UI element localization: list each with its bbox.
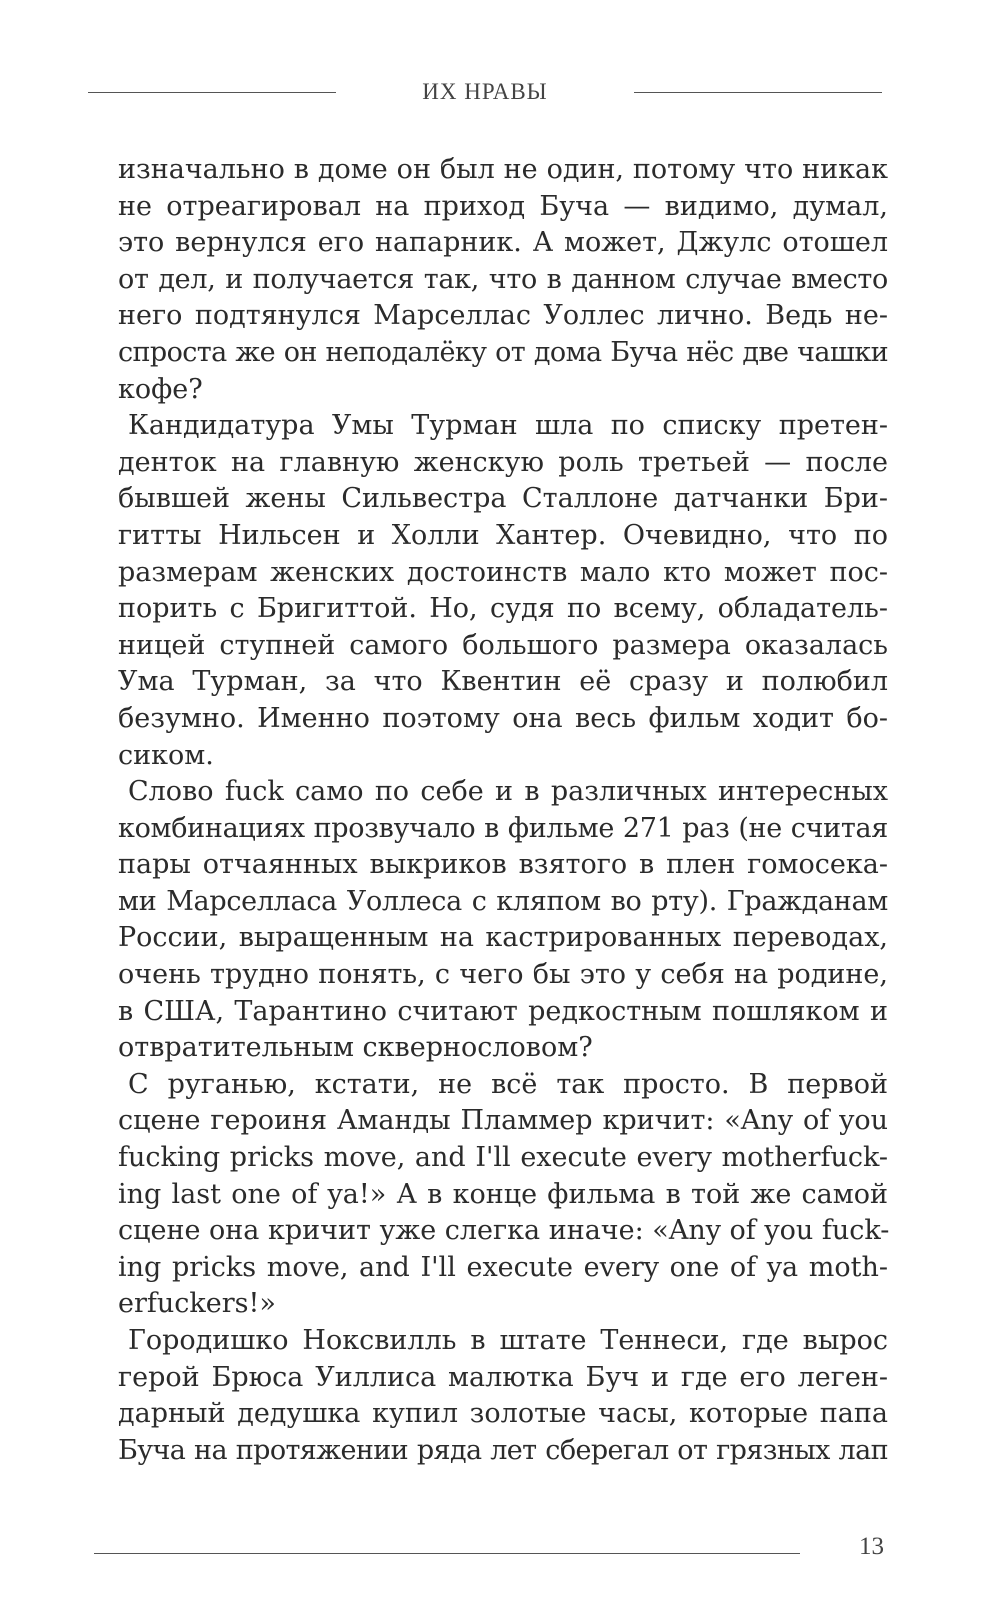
text-line: fucking pricks move, and I'll execute every motherfuck-: [118, 1142, 888, 1174]
text-line: очень трудно понять, с чего бы это у себя на родине,: [118, 959, 888, 991]
text-line: ing last one of ya!» А в конце фильма в той же самой: [118, 1178, 888, 1210]
text-line: сцене она кричит уже слегка иначе: «Any of you fuck-: [118, 1215, 890, 1247]
running-header: [88, 72, 882, 112]
text-line: сиком.: [118, 739, 214, 771]
page-number: 13: [859, 1533, 884, 1560]
text-line: Кандидатура Умы Турман шла по списку претен-: [128, 410, 888, 442]
body-text: [118, 152, 888, 1469]
text-line: безумно. Именно поэтому она весь фильм ходит бо-: [118, 702, 888, 734]
text-line: спроста же он неподалёку от дома Буча нёс две чашки: [118, 336, 888, 368]
text-line: пары отчаянных выкриков взятого в плен гомосека-: [118, 849, 888, 881]
text-line: порить с Бригиттой. Но, судя по всему, обладатель-: [118, 593, 888, 625]
text-line: России, выращенным на кастрированных переводах,: [118, 922, 888, 954]
text-line: это вернулся его напарник. А может, Джулс отошел: [118, 227, 888, 259]
text-line: бывшей жены Сильвестра Сталлоне датчанки Бри-: [118, 483, 888, 515]
text-line: Городишко Ноксвилль в штате Теннеси, где вырос: [128, 1325, 888, 1356]
header-rule-left: [88, 92, 336, 93]
text-line: Ума Турман, за что Квентин её сразу и полюбил: [118, 666, 888, 698]
text-line: герой Брюса Уиллиса малютка Буч и где его леген-: [118, 1361, 888, 1393]
text-line: erfuckers!»: [118, 1288, 276, 1320]
header-rule-right: [634, 92, 882, 93]
text-line: от дел, и получается так, что в данном случае вместо: [118, 263, 888, 295]
text-line: отвратительным сквернословом?: [118, 1032, 593, 1064]
text-line: ницей ступней самого большого размера оказалась: [118, 629, 888, 661]
text-line: Буча на протяжении ряда лет сберегал от грязных лап: [118, 1434, 888, 1466]
text-line: С руганью, кстати, не всё так просто. В первой: [128, 1068, 888, 1100]
text-line: ми Марселласа Уоллеса с кляпом во рту). Гражданам: [118, 885, 888, 917]
text-line: гитты Нильсен и Холли Хантер. Очевидно, что по: [118, 519, 888, 551]
text-line: ing pricks move, and I'll execute every one of ya moth-: [118, 1251, 888, 1283]
page-footer: [94, 1533, 884, 1563]
running-title: ИХ НРАВЫ: [422, 79, 548, 104]
text-line: изначально в доме он был не один, потому что никак: [118, 154, 888, 185]
text-line: денток на главную женскую роль третьей — после: [118, 446, 888, 478]
footer-rule: [94, 1553, 800, 1554]
text-line: сцене героиня Аманды Пламмер кричит: «Any of you: [118, 1105, 888, 1137]
text-line: не отреагировал на приход Буча — видимо, думал,: [118, 190, 888, 222]
text-line: него подтянулся Марселлас Уоллес лично. Ведь не-: [118, 300, 888, 332]
text-line: кофе?: [118, 373, 203, 405]
text-line: комбинациях прозвучало в фильме 271 раз (не считая: [118, 812, 888, 844]
text-line: Слово fuck само по себе и в различных интересных: [128, 776, 888, 808]
text-line: размерам женских достоинств мало кто может пос-: [118, 556, 888, 588]
text-line: в США, Тарантино считают редкостным пошляком и: [118, 995, 888, 1027]
text-line: дарный дедушка купил золотые часы, которые папа: [118, 1398, 888, 1430]
